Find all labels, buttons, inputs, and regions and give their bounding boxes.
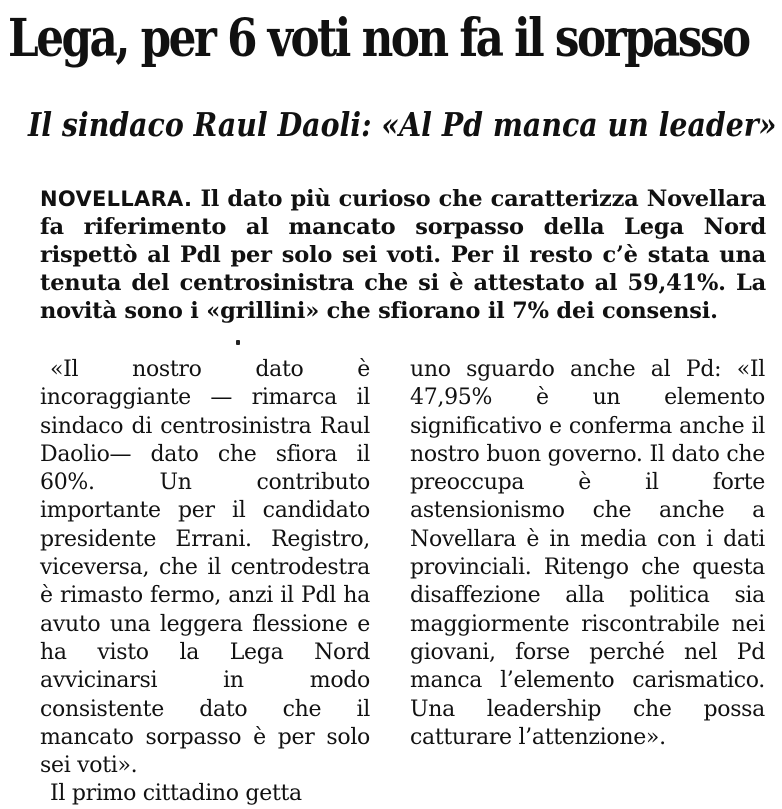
- body-paragraph: uno sguardo anche al Pd: «Il 47,95% è un elemento significativo e conferma anche il nostro buon governo. Il dato che preoccupa è il forte astensionismo che anche a Novellara è in media con i dati provinciali. Ritengo che questa disaffezione alla politica sia maggiormente riscontrabile nei giovani, forse perché nel Pd manca l’elemento carismatico. Una leadership che possa catturare l’attenzione».: [410, 357, 765, 750]
- dateline: NOVELLARA.: [40, 187, 193, 211]
- lead-paragraph: [40, 185, 766, 325]
- body-paragraph: Il primo cittadino getta: [50, 781, 302, 807]
- body-column-left: [40, 356, 370, 809]
- body-paragraph: «Il nostro dato è incoraggiante — rimarca il sindaco di centrosinistra Raul Daolio— dato che sfiora il 60%. Un contributo importante per il candidato presidente Errani. Registro, viceversa, che il centrodestra è rimasto fermo, anzi il Pdl ha avuto una leggera flessione e ha visto la Lega Nord avvicinarsi in modo consistente dato che il mancato sorpasso è per solo sei voti».: [40, 357, 370, 779]
- body-column-right: [410, 356, 765, 752]
- headline: Lega, per 6 voti non fa il sorpasso: [8, 8, 749, 69]
- lead-text: Il dato più curioso che caratterizza Novellara fa riferimento al mancato sorpasso della Lega Nord rispettò al Pdl per solo sei voti. Per il resto c’è stata una tenuta del centrosinistra che si è attestato al 59,41%. La novità sono i «grillini» che sfiorano il 7% dei consensi.: [40, 186, 767, 324]
- subheadline: Il sindaco Raul Daoli: «Al Pd manca un leader»: [28, 105, 777, 144]
- print-speck: [236, 340, 240, 345]
